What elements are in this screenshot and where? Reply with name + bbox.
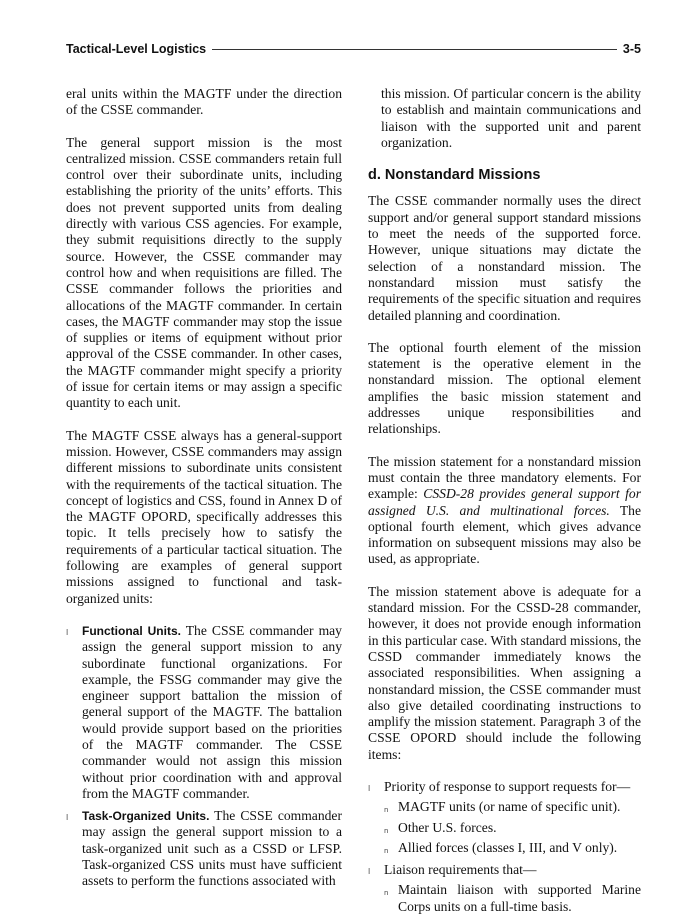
bullet-text: Liaison requirements that— — [384, 862, 537, 878]
list-item — [66, 808, 342, 889]
sub-list-item: n Other U.S. forces. — [384, 820, 641, 836]
header-rule — [212, 49, 617, 50]
bullet-text: The CSSE commander may assign the general support mission to any subordinate functional organizations. For example, the FSSG commander may give the engineer support battalion the mission of general support of the MAGTF. The battalion would provide support based on the priorities of the MAGTF commander. The CSSE commander would not assign this mission without prior coordination with and approval from the MAGTF commander. — [82, 622, 342, 801]
list-item — [66, 623, 342, 802]
bullet-term: Task-Organized Units. — [82, 809, 210, 824]
sub-bullet-icon: n — [384, 889, 389, 898]
paragraph: The CSSE commander normally uses the direct support and/or general support standard missions to meet the needs of the supported force. However, unique situations may dictate the selection of a nonstandard mission. The nonstandard mission must satisfy the requirements of the specific situation and requires detailed planning and coordination. — [368, 193, 641, 323]
bullet-icon: l — [66, 627, 69, 637]
paragraph: eral units within the MAGTF under the direction of the CSSE commander. — [66, 86, 342, 118]
text-run: The mission statement for a nonstandard mission must contain the three mandatory elements. For example: — [368, 453, 641, 502]
bullet-list — [368, 779, 641, 915]
bullet-text: The CSSE commander may assign the general support mission to a task-organized unit such as a CSSD or LFSP. Task-organized CSS units must have sufficient assets to perform the functions associated with — [82, 808, 342, 889]
paragraph: The general support mission is the most centralized mission. CSSE commanders retain full control over their subordinate units, including establishing the priority of the units’ efforts. This does not prevent supported units from dealing directly with various CSS agencies. For example, they submit requisitions directly to the supply source. However, the CSSE commander may control how and when requisitions are filled. The CSSE commander follows the priorities and allocations of the MAGTF commander. In certain cases, the MAGTF commander may stop the issue of supplies or items of equipment without prior approval of the CSSE commander. In other cases, the MAGTF commander might specify a priority of issue for certain items or may assign a specific quantity to each unit. — [66, 134, 342, 411]
paragraph: The MAGTF CSSE always has a general-support mission. However, CSSE commanders may assign different missions to subordinate units consistent with the requirements of the tactical situation. The concept of logistics and CSS, found in Annex D of the MAGTF OPORD, specifically addresses this topic. It tells precisely how to satisfy the requirements of a particular tactical situation. The following are examples of general support missions assigned to functional and task-organized units: — [66, 427, 342, 606]
section-heading: d. Nonstandard Missions — [368, 167, 541, 184]
paragraph: The optional fourth element of the mission statement is the operative element in the nonstandard mission. The optional element amplifies the basic mission statement and addresses unique responsibilities and relationships. — [368, 339, 641, 437]
header-title: Tactical-Level Logistics — [66, 42, 207, 56]
sub-list-item: n Allied forces (classes I, III, and V only). — [384, 840, 641, 856]
bullet-list — [66, 623, 342, 890]
sub-list-item: n Maintain liaison with supported Marine Corps units on a full-time basis. — [384, 882, 641, 914]
running-header — [66, 40, 641, 58]
list-item — [368, 862, 641, 915]
paragraph — [368, 454, 641, 568]
paragraph: The mission statement above is adequate for a standard mission. For the CSSD-28 commander, however, it does not provide enough information in this particular case. With standard missions, the CSSD commander immediately knows the associated responsibilities. When assigning a nonstandard mission, the CSSE commander must also give detailed coordinating instructions to amplify the mission statement. Paragraph 3 of the CSSE OPORD should include the following items: — [368, 583, 641, 762]
sub-list — [384, 799, 641, 856]
sub-list-item: n MAGTF units (or name of specific unit). — [384, 799, 641, 815]
text-run: The optional fourth element, which gives advance information on subsequent missions may also be used, as appropriate. — [368, 502, 641, 567]
sub-bullet-icon: n — [384, 826, 389, 835]
bullet-text: Priority of response to support requests for— — [384, 778, 631, 794]
bullet-icon: l — [66, 813, 69, 823]
bullet-term: Functional Units. — [82, 623, 181, 638]
example-statement: CSSD-28 provides general support for assigned U.S. and multinational forces. — [368, 486, 641, 518]
bullet-icon: l — [368, 783, 371, 793]
sub-bullet-icon: n — [384, 806, 389, 815]
continued-paragraph: this mission. Of particular concern is the ability to establish and maintain communications and liaison with the supported unit and parent organization. — [381, 86, 641, 150]
left-column — [66, 86, 342, 898]
right-column — [368, 86, 641, 923]
list-item — [368, 779, 641, 856]
bullet-icon: l — [368, 867, 371, 877]
sub-bullet-icon: n — [384, 846, 389, 855]
page-number: 3-5 — [622, 42, 641, 56]
